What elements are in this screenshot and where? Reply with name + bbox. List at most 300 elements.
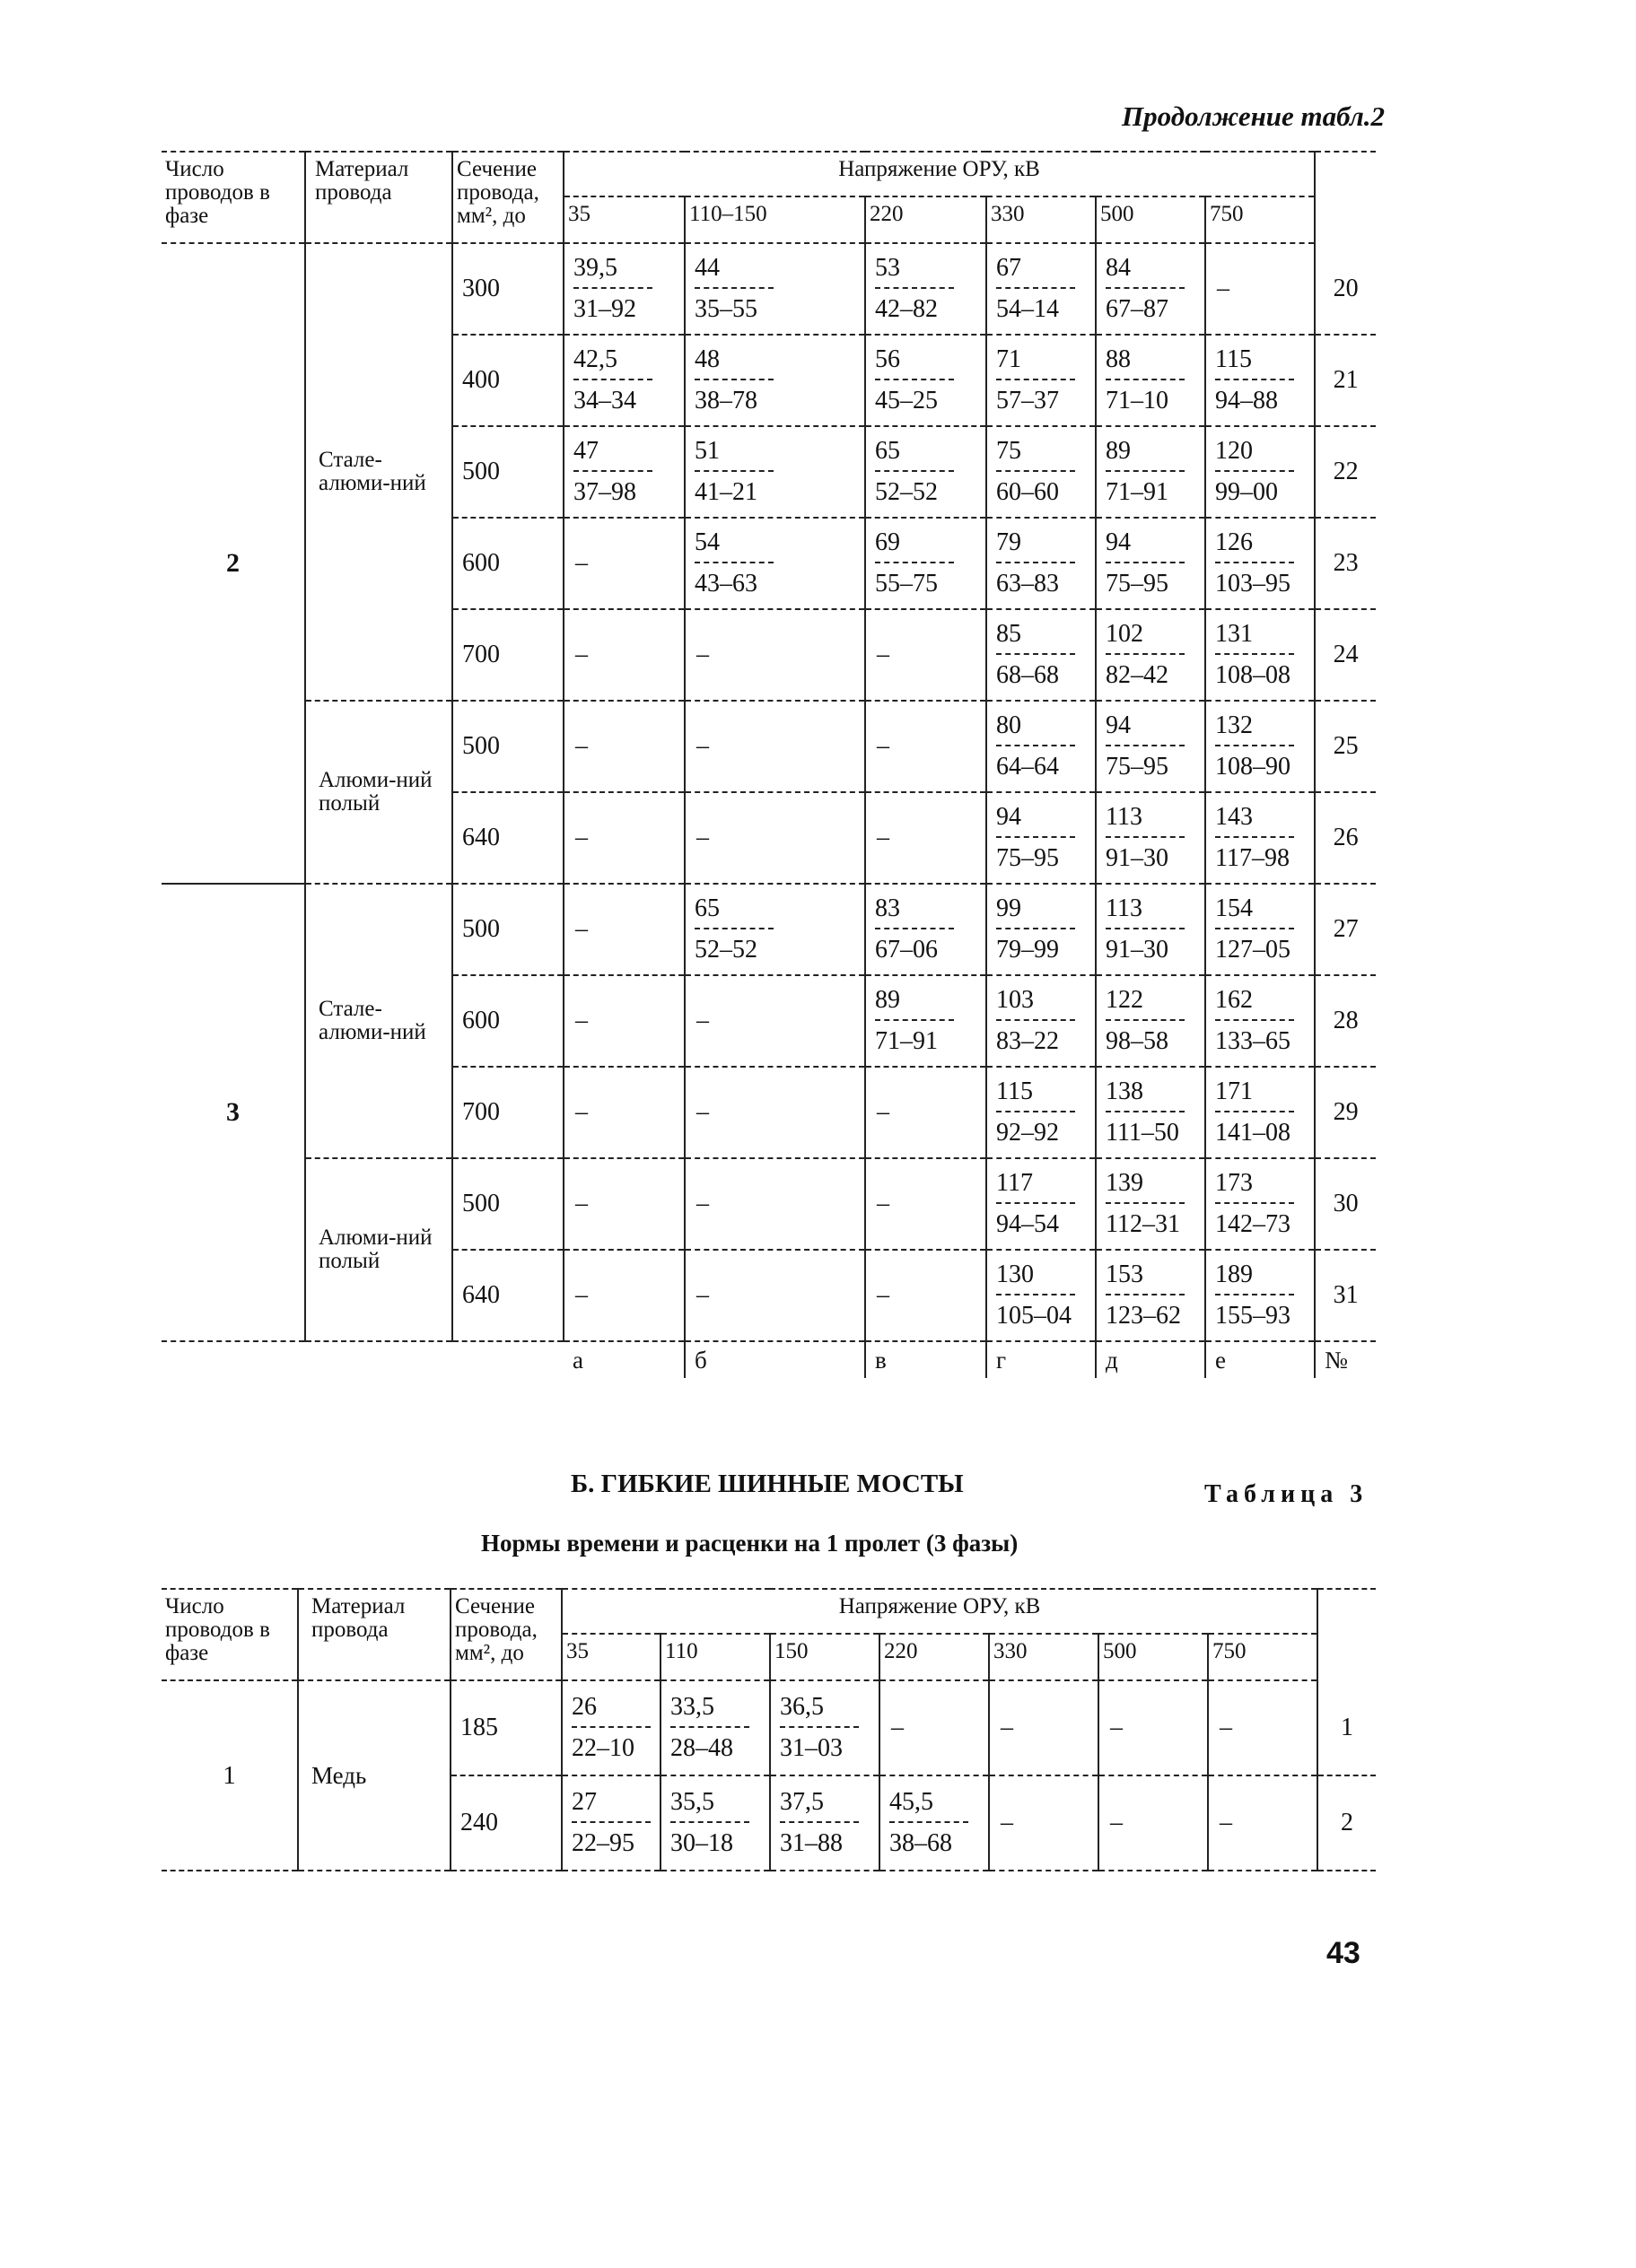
norm-cell: [986, 1067, 1096, 1158]
table-3-subtitle: Нормы времени и расценки на 1 пролет (3 фазы): [481, 1530, 1019, 1557]
norm-cell: [661, 1680, 770, 1775]
row-number: 1: [1317, 1680, 1376, 1775]
time-norm: 171: [1215, 1077, 1253, 1105]
time-norm: 99: [996, 894, 1021, 922]
empty-dash: –: [575, 1007, 588, 1034]
norm-cell: [865, 335, 986, 426]
norm-rate-fraction: [987, 1168, 1075, 1240]
wire-section: 400: [452, 335, 564, 426]
time-norm: 153: [1106, 1260, 1143, 1288]
column-letter: №: [1315, 1341, 1376, 1378]
norm-rate-fraction: [1097, 1260, 1185, 1331]
voltage-header: 330: [986, 196, 1096, 243]
fraction-bar: [572, 1726, 651, 1728]
fraction-bar: [695, 287, 774, 289]
wire-section: 240: [451, 1775, 562, 1871]
rate-value: 22–10: [572, 1734, 634, 1762]
wire-section: 640: [452, 792, 564, 884]
norm-rate-fraction: [661, 1692, 749, 1764]
letter-blank: [162, 1341, 305, 1378]
fraction-bar: [996, 562, 1075, 563]
rate-value: 63–83: [996, 570, 1059, 598]
rate-value: 71–91: [1106, 478, 1168, 506]
norm-cell: [865, 426, 986, 518]
row-number: 30: [1315, 1158, 1376, 1250]
t3-header-material: Материал провода: [298, 1589, 451, 1680]
rate-value: 133–65: [1215, 1027, 1290, 1055]
rate-value: 108–08: [1215, 661, 1290, 689]
time-norm: 162: [1215, 986, 1253, 1014]
norm-cell: [685, 518, 865, 609]
voltage-header: 750: [1205, 196, 1315, 243]
norm-cell: [986, 792, 1096, 884]
rate-value: 94–54: [996, 1210, 1059, 1238]
norm-cell: [1096, 609, 1205, 701]
letter-blank: [305, 1341, 452, 1378]
time-norm: 122: [1106, 986, 1143, 1014]
wire-section: 500: [452, 701, 564, 792]
norm-cell: [685, 335, 865, 426]
fraction-bar: [1106, 470, 1185, 472]
rate-value: 37–98: [573, 478, 636, 506]
empty-dash: –: [1110, 1714, 1123, 1741]
norm-cell: [986, 975, 1096, 1067]
norm-rate-fraction: [1206, 985, 1294, 1057]
rate-value: 79–99: [996, 936, 1059, 964]
fraction-bar: [1215, 562, 1294, 563]
page-number: 43: [1326, 1936, 1360, 1970]
time-norm: 65: [875, 437, 900, 465]
time-norm: 80: [996, 711, 1021, 739]
norm-cell: [564, 792, 685, 884]
wire-section: 700: [452, 1067, 564, 1158]
empty-dash: –: [1001, 1714, 1013, 1741]
fraction-bar: [1215, 470, 1294, 472]
norm-rate-fraction: [1097, 1168, 1185, 1240]
time-norm: 88: [1106, 345, 1131, 373]
rate-value: 155–93: [1215, 1302, 1290, 1330]
rate-value: 64–64: [996, 753, 1059, 781]
rate-value: 34–34: [573, 387, 636, 414]
rate-value: 55–75: [875, 570, 938, 598]
empty-dash: –: [696, 1098, 709, 1126]
column-letter: д: [1096, 1341, 1205, 1378]
norm-rate-fraction: [1097, 802, 1185, 874]
row-number: 23: [1315, 518, 1376, 609]
time-norm: 143: [1215, 803, 1253, 831]
norm-cell: [865, 609, 986, 701]
time-norm: 113: [1106, 803, 1142, 831]
time-norm: 138: [1106, 1077, 1143, 1105]
norm-cell: [986, 701, 1096, 792]
empty-dash: –: [1001, 1809, 1013, 1836]
time-norm: 132: [1215, 711, 1253, 739]
fraction-bar: [1215, 379, 1294, 380]
rate-value: 91–30: [1106, 936, 1168, 964]
wire-section: 185: [451, 1680, 562, 1775]
time-norm: 85: [996, 620, 1021, 648]
time-norm: 54: [695, 528, 720, 556]
norm-rate-fraction: [987, 619, 1075, 691]
norm-cell: [685, 426, 865, 518]
norm-cell: [986, 243, 1096, 335]
norm-rate-fraction: [987, 894, 1075, 965]
norm-rate-fraction: [880, 1787, 968, 1859]
fraction-bar: [889, 1821, 968, 1823]
time-norm: 102: [1106, 620, 1143, 648]
wire-section: 500: [452, 884, 564, 975]
fraction-bar: [996, 745, 1075, 746]
voltage-header: 220: [865, 196, 986, 243]
norm-cell: [986, 518, 1096, 609]
norm-cell: [685, 975, 865, 1067]
norm-rate-fraction: [1097, 619, 1185, 691]
fraction-bar: [780, 1726, 859, 1728]
norm-cell: [1096, 975, 1205, 1067]
time-norm: 48: [695, 345, 720, 373]
norm-rate-fraction: [987, 528, 1075, 599]
fraction-bar: [1106, 1202, 1185, 1204]
time-norm: 117: [996, 1169, 1033, 1197]
column-letter: г: [986, 1341, 1096, 1378]
fraction-bar: [1215, 745, 1294, 746]
norm-cell: [865, 884, 986, 975]
norm-cell: [986, 1250, 1096, 1341]
norm-cell: [661, 1775, 770, 1871]
section-b-heading: Б. ГИБКИЕ ШИННЫЕ МОСТЫ: [571, 1470, 964, 1498]
empty-dash: –: [575, 732, 588, 760]
empty-dash: –: [1217, 275, 1229, 302]
rate-value: 112–31: [1106, 1210, 1180, 1238]
norm-cell: [1096, 792, 1205, 884]
norm-rate-fraction: [987, 1260, 1075, 1331]
fraction-bar: [1215, 1111, 1294, 1112]
norm-cell: [685, 701, 865, 792]
time-norm: 83: [875, 894, 900, 922]
norm-cell: [1096, 1067, 1205, 1158]
rate-value: 92–92: [996, 1119, 1059, 1147]
table-row: [162, 243, 1376, 335]
norm-rate-fraction: [564, 436, 652, 508]
fraction-bar: [780, 1821, 859, 1823]
time-norm: 26: [572, 1693, 597, 1721]
t3-header-number-blank: [1317, 1589, 1376, 1680]
norm-rate-fraction: [1206, 528, 1294, 599]
norm-rate-fraction: [1097, 894, 1185, 965]
norm-rate-fraction: [1206, 1260, 1294, 1331]
empty-dash: –: [877, 732, 889, 760]
norm-cell: [989, 1680, 1098, 1775]
time-norm: 120: [1215, 437, 1253, 465]
table-3-label: Таблица 3: [1204, 1480, 1369, 1508]
column-letters-row: [162, 1341, 1376, 1378]
norm-rate-fraction: [866, 253, 954, 325]
time-norm: 69: [875, 528, 900, 556]
fraction-bar: [996, 379, 1075, 380]
table-row: [162, 1680, 1376, 1775]
empty-dash: –: [696, 1190, 709, 1217]
norm-rate-fraction: [1206, 802, 1294, 874]
norm-rate-fraction: [987, 345, 1075, 416]
norm-rate-fraction: [1206, 436, 1294, 508]
norm-cell: [879, 1680, 989, 1775]
fraction-bar: [1215, 1294, 1294, 1295]
norm-cell: [1096, 701, 1205, 792]
norm-cell: [1205, 701, 1315, 792]
rate-value: 52–52: [695, 936, 757, 964]
norm-cell: [986, 609, 1096, 701]
rate-value: 98–58: [1106, 1027, 1168, 1055]
rate-value: 67–06: [875, 936, 938, 964]
norm-cell: [564, 243, 685, 335]
norm-cell: [1208, 1775, 1317, 1871]
time-norm: 27: [572, 1788, 597, 1816]
time-norm: 42,5: [573, 345, 617, 373]
t3-header-wires: Число проводов в фазе: [162, 1589, 298, 1680]
fraction-bar: [1106, 287, 1185, 289]
rate-value: 45–25: [875, 387, 938, 414]
table-3: [162, 1588, 1376, 1871]
norm-cell: [1096, 518, 1205, 609]
time-norm: 94: [1106, 528, 1131, 556]
voltage-header: 110: [661, 1634, 770, 1680]
fraction-bar: [875, 379, 954, 380]
fraction-bar: [996, 928, 1075, 929]
fraction-bar: [996, 470, 1075, 472]
norm-cell: [564, 426, 685, 518]
norm-cell: [685, 243, 865, 335]
fraction-bar: [1215, 1202, 1294, 1204]
norm-cell: [865, 975, 986, 1067]
norm-cell: [1205, 1158, 1315, 1250]
fraction-bar: [695, 470, 774, 472]
time-norm: 36,5: [780, 1693, 824, 1721]
time-norm: 45,5: [889, 1788, 933, 1816]
norm-cell: [879, 1775, 989, 1871]
norm-rate-fraction: [1097, 345, 1185, 416]
norm-rate-fraction: [686, 436, 774, 508]
norm-cell: [1098, 1775, 1208, 1871]
empty-dash: –: [575, 549, 588, 577]
time-norm: 44: [695, 254, 720, 282]
fraction-bar: [1215, 653, 1294, 655]
wires-per-phase: 3: [162, 884, 305, 1341]
rate-value: 83–22: [996, 1027, 1059, 1055]
norm-cell: [1205, 1067, 1315, 1158]
wire-material: Медь: [298, 1680, 451, 1871]
rate-value: 68–68: [996, 661, 1059, 689]
voltage-header: 110–150: [685, 196, 865, 243]
rate-value: 99–00: [1215, 478, 1278, 506]
row-number: 2: [1317, 1775, 1376, 1871]
norm-rate-fraction: [661, 1787, 749, 1859]
norm-rate-fraction: [866, 894, 954, 965]
norm-rate-fraction: [563, 1787, 651, 1859]
row-number: 21: [1315, 335, 1376, 426]
norm-rate-fraction: [686, 253, 774, 325]
norm-cell: [564, 884, 685, 975]
time-norm: 39,5: [573, 254, 617, 282]
fraction-bar: [1106, 562, 1185, 563]
row-number: 20: [1315, 243, 1376, 335]
rate-value: 30–18: [670, 1829, 733, 1857]
header-section: Сечение провода, мм², до: [452, 152, 564, 243]
fraction-bar: [1106, 745, 1185, 746]
rate-value: 75–95: [1106, 753, 1168, 781]
norm-rate-fraction: [771, 1787, 859, 1859]
norm-cell: [564, 1158, 685, 1250]
rate-value: 60–60: [996, 478, 1059, 506]
empty-dash: –: [575, 1098, 588, 1126]
empty-dash: –: [891, 1714, 904, 1741]
rate-value: 31–88: [780, 1829, 843, 1857]
table-row: [162, 1158, 1376, 1250]
rate-value: 28–48: [670, 1734, 733, 1762]
row-number: 22: [1315, 426, 1376, 518]
fraction-bar: [1106, 1294, 1185, 1295]
fraction-bar: [1106, 928, 1185, 929]
time-norm: 33,5: [670, 1693, 714, 1721]
fraction-bar: [875, 562, 954, 563]
rate-value: 38–78: [695, 387, 757, 414]
time-norm: 79: [996, 528, 1021, 556]
norm-cell: [770, 1680, 879, 1775]
fraction-bar: [875, 470, 954, 472]
wire-material: Алюми-ний полый: [305, 701, 452, 884]
time-norm: 113: [1106, 894, 1142, 922]
fraction-bar: [1106, 653, 1185, 655]
norm-cell: [1096, 1250, 1205, 1341]
norm-rate-fraction: [987, 1077, 1075, 1148]
norm-cell: [564, 1250, 685, 1341]
fraction-bar: [670, 1821, 749, 1823]
wire-section: 500: [452, 1158, 564, 1250]
time-norm: 47: [573, 437, 599, 465]
wire-section: 640: [452, 1250, 564, 1341]
rate-value: 103–95: [1215, 570, 1290, 598]
norm-cell: [1205, 335, 1315, 426]
rate-value: 111–50: [1106, 1119, 1179, 1147]
norm-rate-fraction: [563, 1692, 651, 1764]
rate-value: 71–91: [875, 1027, 938, 1055]
fraction-bar: [875, 1019, 954, 1021]
empty-dash: –: [696, 824, 709, 851]
time-norm: 37,5: [780, 1788, 824, 1816]
wire-section: 600: [452, 518, 564, 609]
time-norm: 115: [1215, 345, 1252, 373]
empty-dash: –: [877, 824, 889, 851]
norm-cell: [1205, 609, 1315, 701]
rate-value: 142–73: [1215, 1210, 1290, 1238]
norm-cell: [865, 701, 986, 792]
rate-value: 105–04: [996, 1302, 1072, 1330]
voltage-header: 35: [562, 1634, 661, 1680]
time-norm: 130: [996, 1260, 1034, 1288]
norm-cell: [1098, 1680, 1208, 1775]
voltage-header: 35: [564, 196, 685, 243]
norm-cell: [685, 1158, 865, 1250]
norm-cell: [1096, 884, 1205, 975]
empty-dash: –: [877, 1281, 889, 1309]
header-material: Материал провода: [305, 152, 452, 243]
fraction-bar: [996, 287, 1075, 289]
norm-cell: [986, 426, 1096, 518]
wires-per-phase: 2: [162, 243, 305, 884]
rate-value: 108–90: [1215, 753, 1290, 781]
empty-dash: –: [1110, 1809, 1123, 1836]
empty-dash: –: [575, 641, 588, 668]
fraction-bar: [875, 928, 954, 929]
norm-cell: [685, 609, 865, 701]
norm-cell: [865, 792, 986, 884]
norm-cell: [770, 1775, 879, 1871]
time-norm: 139: [1106, 1169, 1143, 1197]
norm-cell: [1205, 243, 1315, 335]
time-norm: 84: [1106, 254, 1131, 282]
norm-cell: [1205, 975, 1315, 1067]
norm-cell: [564, 1067, 685, 1158]
table-continuation-label: Продолжение табл.2: [1122, 100, 1386, 132]
empty-dash: –: [575, 1281, 588, 1309]
norm-rate-fraction: [1206, 711, 1294, 782]
fraction-bar: [670, 1726, 749, 1728]
time-norm: 115: [996, 1077, 1033, 1105]
norm-cell: [685, 1250, 865, 1341]
fraction-bar: [695, 928, 774, 929]
norm-cell: [986, 335, 1096, 426]
wire-section: 500: [452, 426, 564, 518]
norm-cell: [865, 1250, 986, 1341]
wire-section: 600: [452, 975, 564, 1067]
wire-section: 300: [452, 243, 564, 335]
rate-value: 94–88: [1215, 387, 1278, 414]
norm-cell: [564, 701, 685, 792]
time-norm: 94: [1106, 711, 1131, 739]
norm-cell: [562, 1775, 661, 1871]
rate-value: 117–98: [1215, 844, 1290, 872]
row-number: 29: [1315, 1067, 1376, 1158]
rate-value: 31–92: [573, 295, 636, 323]
time-norm: 94: [996, 803, 1021, 831]
time-norm: 126: [1215, 528, 1253, 556]
norm-rate-fraction: [686, 345, 774, 416]
fraction-bar: [996, 1202, 1075, 1204]
norm-rate-fraction: [686, 528, 774, 599]
column-letter: в: [865, 1341, 986, 1378]
time-norm: 89: [875, 986, 900, 1014]
rate-value: 57–37: [996, 387, 1059, 414]
time-norm: 189: [1215, 1260, 1253, 1288]
header-voltage: Напряжение ОРУ, кВ: [564, 152, 1315, 196]
empty-dash: –: [1220, 1714, 1232, 1741]
norm-cell: [865, 243, 986, 335]
norm-rate-fraction: [1097, 253, 1185, 325]
table-2: [162, 151, 1376, 1378]
rate-value: 54–14: [996, 295, 1059, 323]
wires-per-phase: 1: [162, 1680, 298, 1871]
norm-rate-fraction: [1206, 619, 1294, 691]
rate-value: 42–82: [875, 295, 938, 323]
norm-rate-fraction: [987, 802, 1075, 874]
empty-dash: –: [877, 1098, 889, 1126]
time-norm: 71: [996, 345, 1021, 373]
empty-dash: –: [575, 824, 588, 851]
fraction-bar: [1215, 1019, 1294, 1021]
row-number: 31: [1315, 1250, 1376, 1341]
wire-material: Алюми-ний полый: [305, 1158, 452, 1341]
norm-rate-fraction: [1097, 711, 1185, 782]
rate-value: 75–95: [1106, 570, 1168, 598]
